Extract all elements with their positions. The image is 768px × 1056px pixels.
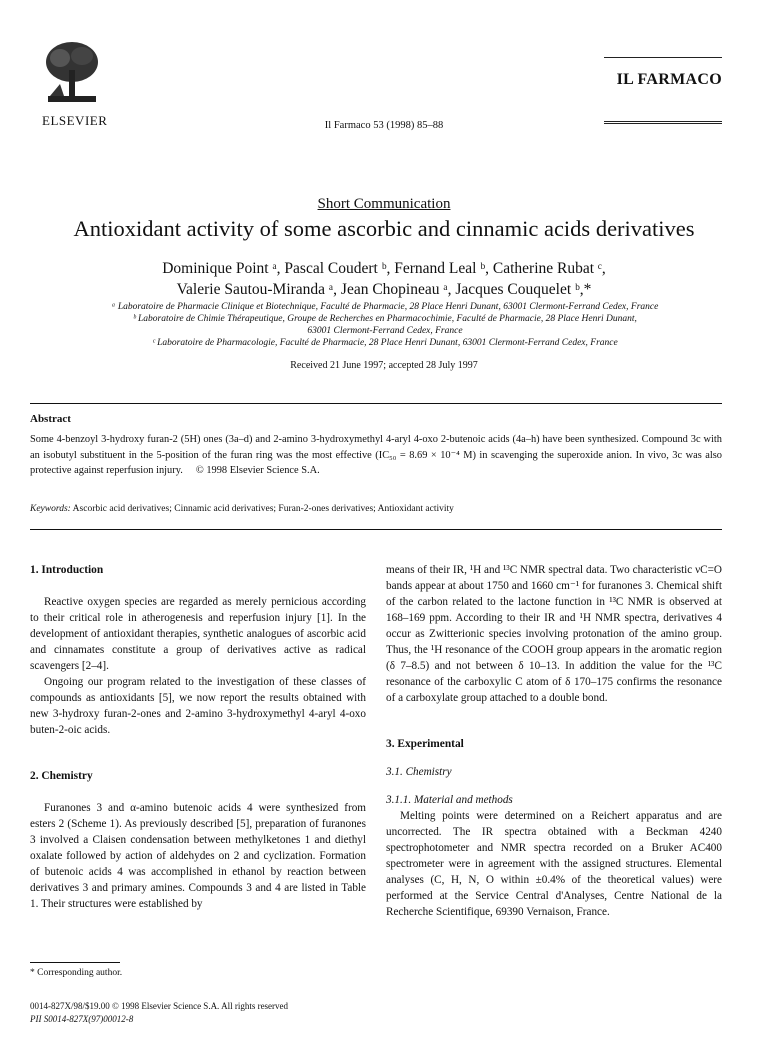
- affiliation-b-cont: 63001 Clermont-Ferrand Cedex, France: [307, 326, 463, 336]
- copyright-block: [30, 1000, 288, 1026]
- keywords-label: Keywords:: [30, 504, 71, 514]
- right-column: [386, 562, 722, 920]
- affiliations: [60, 301, 710, 349]
- authors-line-2: Valerie Sautou-Miranda ᵃ, Jean Chopineau ᵃ, Jacques Couquelet ᵇ,*: [176, 281, 592, 298]
- affiliation-b: ᵇ Laboratoire de Chimie Thérapeutique, Groupe de Recherches en Pharmacochimie, Faculté de Pharmacie, 28 Place Henri Dunant,: [133, 314, 637, 324]
- section-type: Short Communication: [317, 196, 451, 212]
- keywords: [30, 504, 722, 514]
- abstract-text: Some 4-benzoyl 3-hydroxy furan-2 (5H) ones (3a–d) and 2-amino 3-hydroxymethyl 4-aryl 4-oxo 2-butenoic acids (4a–h) have been synthesized. Compound 3c with an isobutyl substituent in the 5-position of the furan ring was the most effective (IC₅₀ = 8.69 × 10⁻⁴ M) in scavenging the superoxide anion. In vivo, 3c was also protective against reperfusion injury.: [30, 434, 722, 476]
- author-list: [0, 258, 768, 300]
- publisher-name: ELSEVIER: [42, 113, 108, 128]
- experimental-heading: 3. Experimental: [386, 738, 464, 750]
- chemistry-heading: 2. Chemistry: [30, 770, 93, 782]
- corresponding-author-footnote: * Corresponding author.: [30, 968, 123, 978]
- journal-rule-top: [604, 57, 722, 58]
- pii-line: PII S0014-827X(97)00012-8: [30, 1014, 134, 1024]
- journal-rule-bottom: [604, 121, 722, 126]
- intro-paragraph-1: Reactive oxygen species are regarded as merely pernicious according to their critical role in atherogenesis and reperfusion injury [1]. In the development of antioxidant therapies, synthetic analogues of ascorbic acid and cinnamates constitute a group of derivatives active as radical scavengers [2–4].: [30, 596, 366, 672]
- abstract-rule-bottom: [30, 529, 722, 530]
- chemistry-paragraph-1: Furanones 3 and α-amino butenoic acids 4 were synthesized from esters 2 (Scheme 1). As previously described [5], preparation of furanones 3 involved a Claisen condensation between methylketones 1 and diethyl oxalate followed by action of aldehydes on 2 and cyclization. Formation of butenoic acids 4 was accomplished in ethanol by reaction between derivatives 3 and primary amines. Compounds 3 and 4 are listed in Table 1. Their structures were established by: [30, 802, 366, 910]
- elsevier-tree-logo: [42, 40, 102, 106]
- authors-line-1: Dominique Point ᵃ, Pascal Coudert ᵇ, Fernand Leal ᵇ, Catherine Rubat ᶜ,: [162, 260, 606, 277]
- materials-paragraph: Melting points were determined on a Reichert apparatus and are uncorrected. The IR spectra obtained with a Beckman 4240 spectrophotometer and NMR spectra recorded on a Bruker AC400 spectrometer were in agreement with the assigned structures. Elemental analyses (C, H, N, O within ±0.4% of the theoretical values) were performed at the Service Central d'Analyses, Centre National de la Recherche Scientifique, 69390 Vernaison, France.: [386, 810, 722, 918]
- copyright-line-1: 0014-827X/98/$19.00 © 1998 Elsevier Science S.A. All rights reserved: [30, 1001, 289, 1011]
- journal-name: IL FARMACO: [616, 71, 722, 88]
- intro-heading: 1. Introduction: [30, 564, 104, 576]
- keywords-list: Ascorbic acid derivatives; Cinnamic acid derivatives; Furan-2-ones derivatives; Antioxidant activity: [72, 504, 454, 514]
- affiliation-a: ᵃ Laboratoire de Pharmacie Clinique et Biotechnique, Faculté de Pharmacie, 28 Place Henri Dunant, 63001 Clermont-Ferrand Cedex, France: [111, 302, 659, 312]
- intro-paragraph-2: Ongoing our program related to the investigation of these classes of compounds as antioxidants [5], we now report the results obtained with new 3-hydroxy furan-2-ones and 2-amino 3-hydroxymethyl 4-aryl 4-oxo buten-2-oic acids.: [30, 676, 366, 736]
- nmr-paragraph: means of their IR, ¹H and ¹³C NMR spectral data. Two characteristic νC=O bands appear at about 1750 and 1660 cm⁻¹ for furanones 3. Chemical shift of the carbon related to the lactone function in ¹³C NMR is observed at 168–169 ppm. According to their IR and ¹H NMR spectra, derivatives 4 occur as Zwitterionic species involving protonation of the amino group. Thus, the ¹H resonance of the COOH group appears in the aromatic region (δ 7–8.5) and not between δ 10–13. In addition the value for the ¹³C resonance of the carboxylic C atom of δ 170–175 confirms the resonance of a carboxylate group attached to a double bond.: [386, 564, 722, 704]
- abstract-copyright: © 1998 Elsevier Science S.A.: [195, 465, 320, 476]
- affiliation-c: ᶜ Laboratoire de Pharmacologie, Faculté de Pharmacie, 28 Place Henri Dunant, 63001 Clermont-Ferrand Cedex, France: [152, 338, 618, 348]
- left-column: [30, 562, 366, 912]
- footnote-rule: [30, 962, 120, 963]
- journal-citation: Il Farmaco 53 (1998) 85–88: [324, 120, 444, 131]
- abstract-heading: Abstract: [30, 413, 71, 425]
- abstract-rule-top: [30, 403, 722, 404]
- subsection-materials: 3.1.1. Material and methods: [386, 794, 513, 806]
- abstract-body: [30, 432, 722, 479]
- article-title: Antioxidant activity of some ascorbic and cinnamic acids derivatives: [73, 216, 695, 241]
- subsection-chemistry: 3.1. Chemistry: [386, 766, 452, 778]
- received-dates: Received 21 June 1997; accepted 28 July 1997: [290, 360, 478, 371]
